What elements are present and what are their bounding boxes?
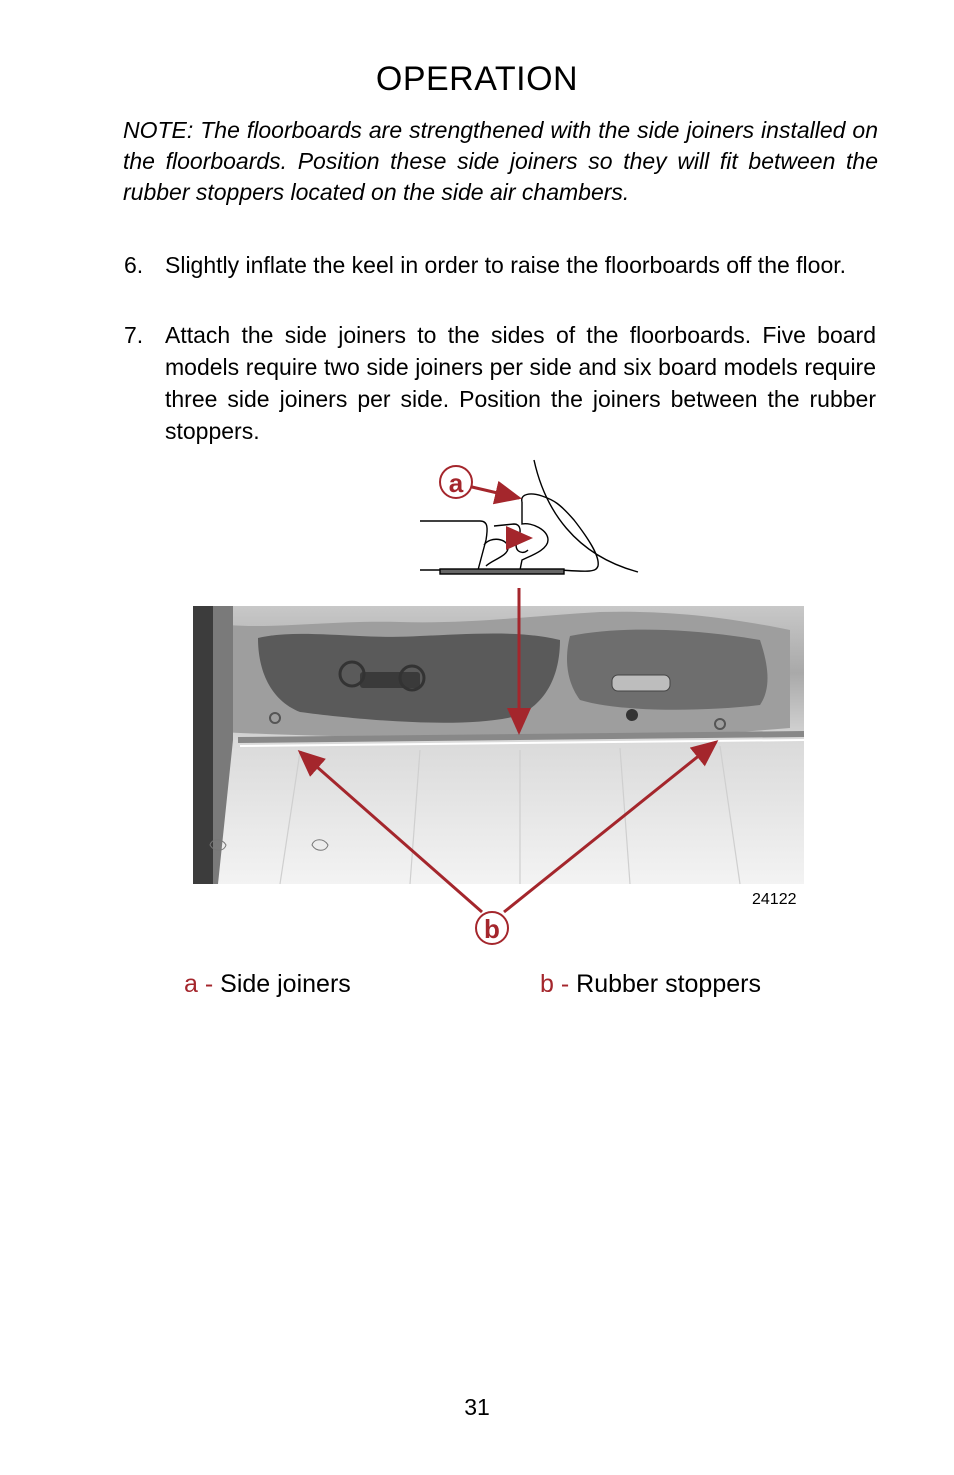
- legend-item-b: [540, 970, 761, 999]
- note-text: The floorboards are strengthened with the side joiners installed on the floorboards. Position these side joiners so they will fit between the rubber stoppers located on the side air chambers.: [123, 117, 878, 205]
- legend-key: b -: [540, 970, 570, 998]
- callout-a: a: [439, 465, 473, 499]
- page-number: 31: [464, 1394, 490, 1420]
- note-label: NOTE:: [123, 117, 194, 143]
- step-text: Attach the side joiners to the sides of the floorboards. Five board models require two side joiners per side and six board models require three side joiners per side. Position the joiners between the rubber stoppers.: [165, 322, 876, 444]
- legend-label: Rubber stoppers: [576, 970, 761, 998]
- step-text: Slightly inflate the keel in order to raise the floorboards off the floor.: [165, 252, 847, 278]
- legend-label: Side joiners: [220, 970, 351, 998]
- step-number: 7.: [124, 322, 144, 348]
- legend-item-a: [184, 970, 351, 999]
- step-number: 6.: [124, 252, 144, 278]
- legend-key: a -: [184, 970, 214, 998]
- page-title: OPERATION: [375, 60, 579, 98]
- figure-number: 24122: [752, 891, 797, 908]
- callout-b: b: [475, 911, 509, 945]
